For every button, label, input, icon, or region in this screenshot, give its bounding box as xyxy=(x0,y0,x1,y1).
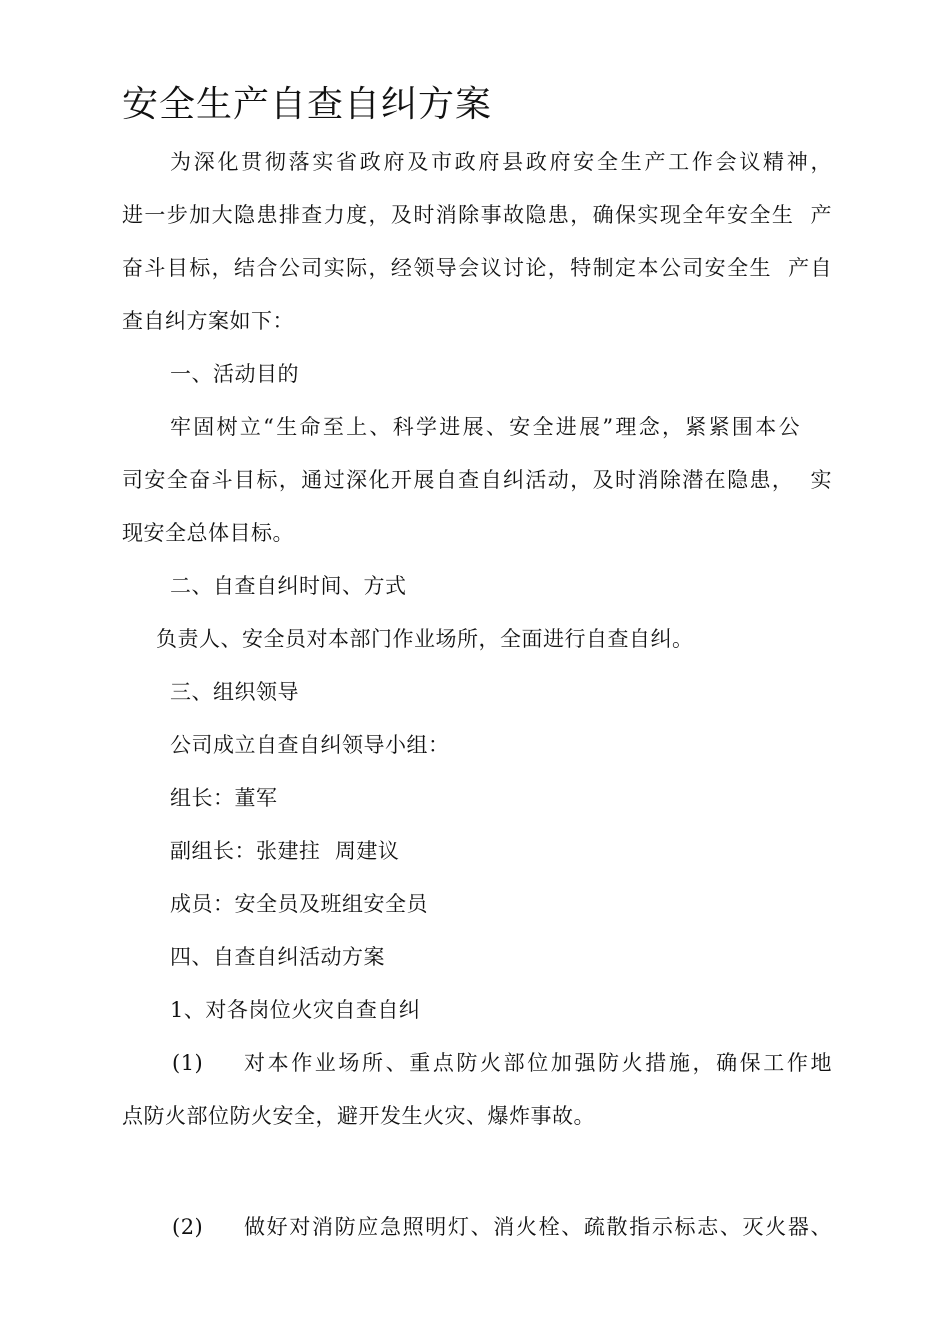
paragraph-2-line-1: 做好对消防应急照明灯、消火栓、疏散指示标志、灭火器、 xyxy=(244,1215,832,1239)
section1-line-1: 牢固树立“生命至上、科学进展、安全进展”理念，紧紧围本公 xyxy=(170,415,800,439)
intro-line-1: 为深化贯彻落实省政府及市政府县政府安全生产工作会议精神， xyxy=(170,150,832,174)
deputy-leader: 副组长：张建拄 周建议 xyxy=(170,839,400,863)
document-title: 安全生产自查自纠方案 xyxy=(122,84,493,125)
section-heading-3: 三、组织领导 xyxy=(170,680,299,704)
section-heading-2: 二、自查自纠时间、方式 xyxy=(170,574,407,598)
paragraph-number-2: (2) xyxy=(172,1215,204,1239)
intro-line-4: 查自纠方案如下： xyxy=(122,309,294,333)
paragraph-1-line-2: 点防火部位防火安全，避开发生火灾、爆炸事故。 xyxy=(122,1104,595,1128)
intro-line-3: 奋斗目标，结合公司实际，经领导会议讨论，特制定本公司安全生 产自 xyxy=(122,256,832,280)
intro-line-2: 进一步加大隐患排查力度，及时消除事故隐患，确保实现全年安全生 产 xyxy=(122,203,832,227)
section-heading-4: 四、自查自纠活动方案 xyxy=(170,945,385,969)
group-members: 成员：安全员及班组安全员 xyxy=(170,892,428,916)
section2-line: 负责人、安全员对本部门作业场所，全面进行自查自纠。 xyxy=(156,627,694,651)
section-heading-1: 一、活动目的 xyxy=(170,362,299,386)
section1-line-2: 司安全奋斗目标，通过深化开展自查自纠活动，及时消除潜在隐患， 实 xyxy=(122,468,832,492)
section1-line-3: 现安全总体目标。 xyxy=(122,521,294,545)
section4-item-1: 1、对各岗位火灾自查自纠 xyxy=(170,998,421,1022)
group-leader: 组长：董军 xyxy=(170,786,278,810)
section3-intro: 公司成立自查自纠领导小组： xyxy=(170,733,450,757)
paragraph-number-1: (1) xyxy=(172,1051,204,1075)
paragraph-1-line-1: 对本作业场所、重点防火部位加强防火措施，确保工作地 xyxy=(244,1051,832,1075)
